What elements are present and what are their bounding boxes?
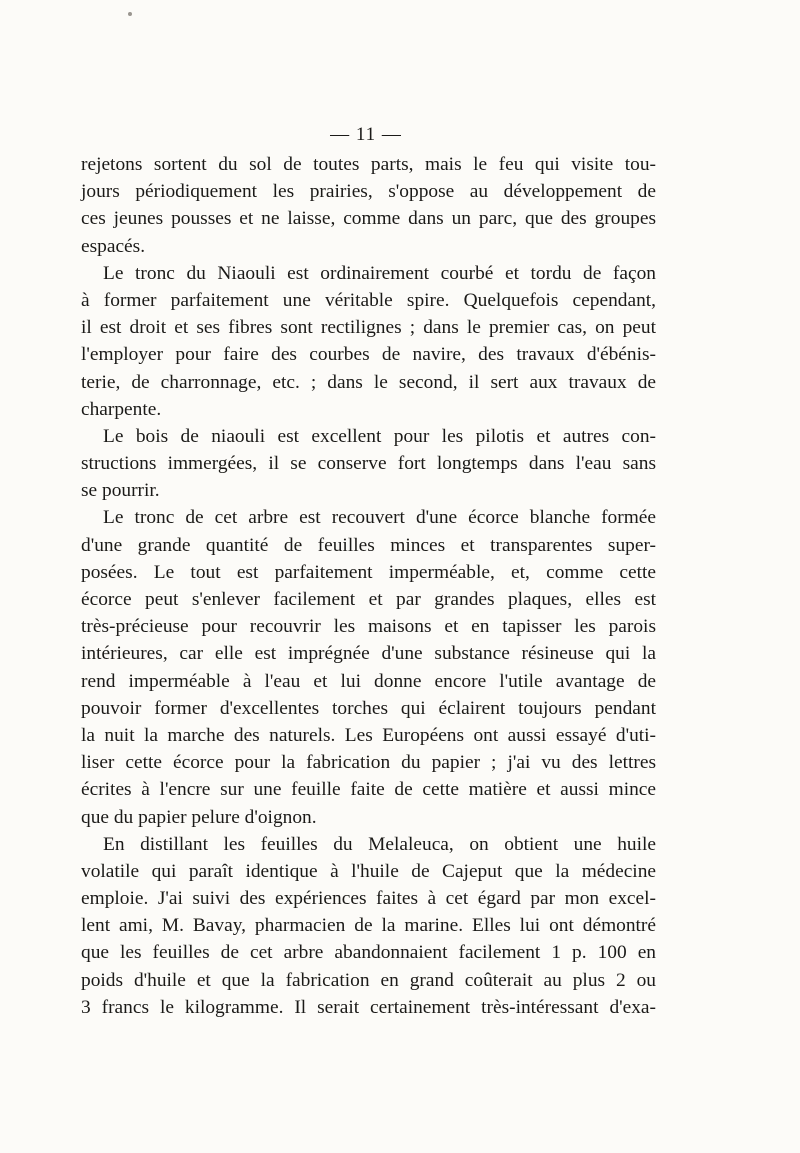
text-line: Le tronc de cet arbre est recouvert d'une écorce blanche formée	[103, 507, 656, 529]
text-line: écorce peut s'enlever facilement et par grandes plaques, elles est	[81, 589, 656, 610]
text-line: poids d'huile et que la fabrication en grand coûterait au plus 2 ou	[81, 969, 656, 991]
text-line: la nuit la marche des naturels. Les Européens ont aussi essayé d'uti-	[81, 724, 656, 746]
text-line: très-précieuse pour recouvrir les maisons et en tapisser les parois	[81, 616, 656, 638]
body-text	[81, 151, 656, 1021]
text-line: posées. Le tout est parfaitement imperméable, et, comme cette	[81, 561, 656, 583]
text-line: terie, de charronnage, etc. ; dans le second, il sert aux travaux de	[81, 371, 656, 393]
text-line: écrites à l'encre sur une feuille faite de cette matière et aussi mince	[81, 779, 656, 801]
page-number: — 11 —	[330, 124, 402, 145]
text-line: espacés.	[81, 235, 146, 257]
text-line: volatile qui paraît identique à l'huile de Cajeput que la médecine	[81, 860, 656, 882]
text-line: intérieures, car elle est imprégnée d'une substance résineuse qui la	[81, 643, 656, 665]
text-line: pouvoir former d'excellentes torches qui éclairent toujours pendant	[81, 697, 656, 719]
text-line: lent ami, M. Bavay, pharmacien de la marine. Elles lui ont démontré	[81, 915, 656, 937]
text-line: charpente.	[81, 398, 162, 420]
text-line: liser cette écorce pour la fabrication du papier ; j'ai vu des lettres	[81, 752, 656, 774]
text-line: Le bois de niaouli est excellent pour les pilotis et autres con-	[103, 425, 656, 447]
paper-speck	[128, 12, 132, 16]
text-line: que les feuilles de cet arbre abandonnaient facilement 1 p. 100 en	[81, 942, 656, 964]
text-line: emploie. J'ai suivi des expériences faites à cet égard par mon excel-	[81, 888, 656, 910]
text-line: que du papier pelure d'oignon.	[81, 806, 317, 828]
text-line: structions immergées, il se conserve fort longtemps dans l'eau sans	[81, 453, 656, 475]
text-line: rejetons sortent du sol de toutes parts, mais le feu qui visite tou-	[81, 154, 656, 175]
text-line: rend imperméable à l'eau et lui donne encore l'utile avantage de	[81, 670, 656, 692]
text-line: En distillant les feuilles du Melaleuca, on obtient une huile	[103, 833, 656, 855]
text-line: ces jeunes pousses et ne laisse, comme dans un parc, que des groupes	[81, 208, 656, 230]
text-line: jours périodiquement les prairies, s'oppose au développement de	[81, 181, 656, 203]
text-line: 3 francs le kilogramme. Il serait certainement très-intéressant d'exa-	[81, 996, 656, 1018]
text-line: l'employer pour faire des courbes de navire, des travaux d'ébénis-	[81, 344, 656, 366]
text-line: Le tronc du Niaouli est ordinairement courbé et tordu de façon	[103, 262, 656, 284]
text-line: il est droit et ses fibres sont rectilignes ; dans le premier cas, on peut	[81, 317, 656, 339]
text-line: à former parfaitement une véritable spire. Quelquefois cependant,	[81, 289, 656, 311]
text-line: se pourrir.	[81, 480, 160, 502]
text-line: d'une grande quantité de feuilles minces et transparentes super-	[81, 534, 656, 556]
